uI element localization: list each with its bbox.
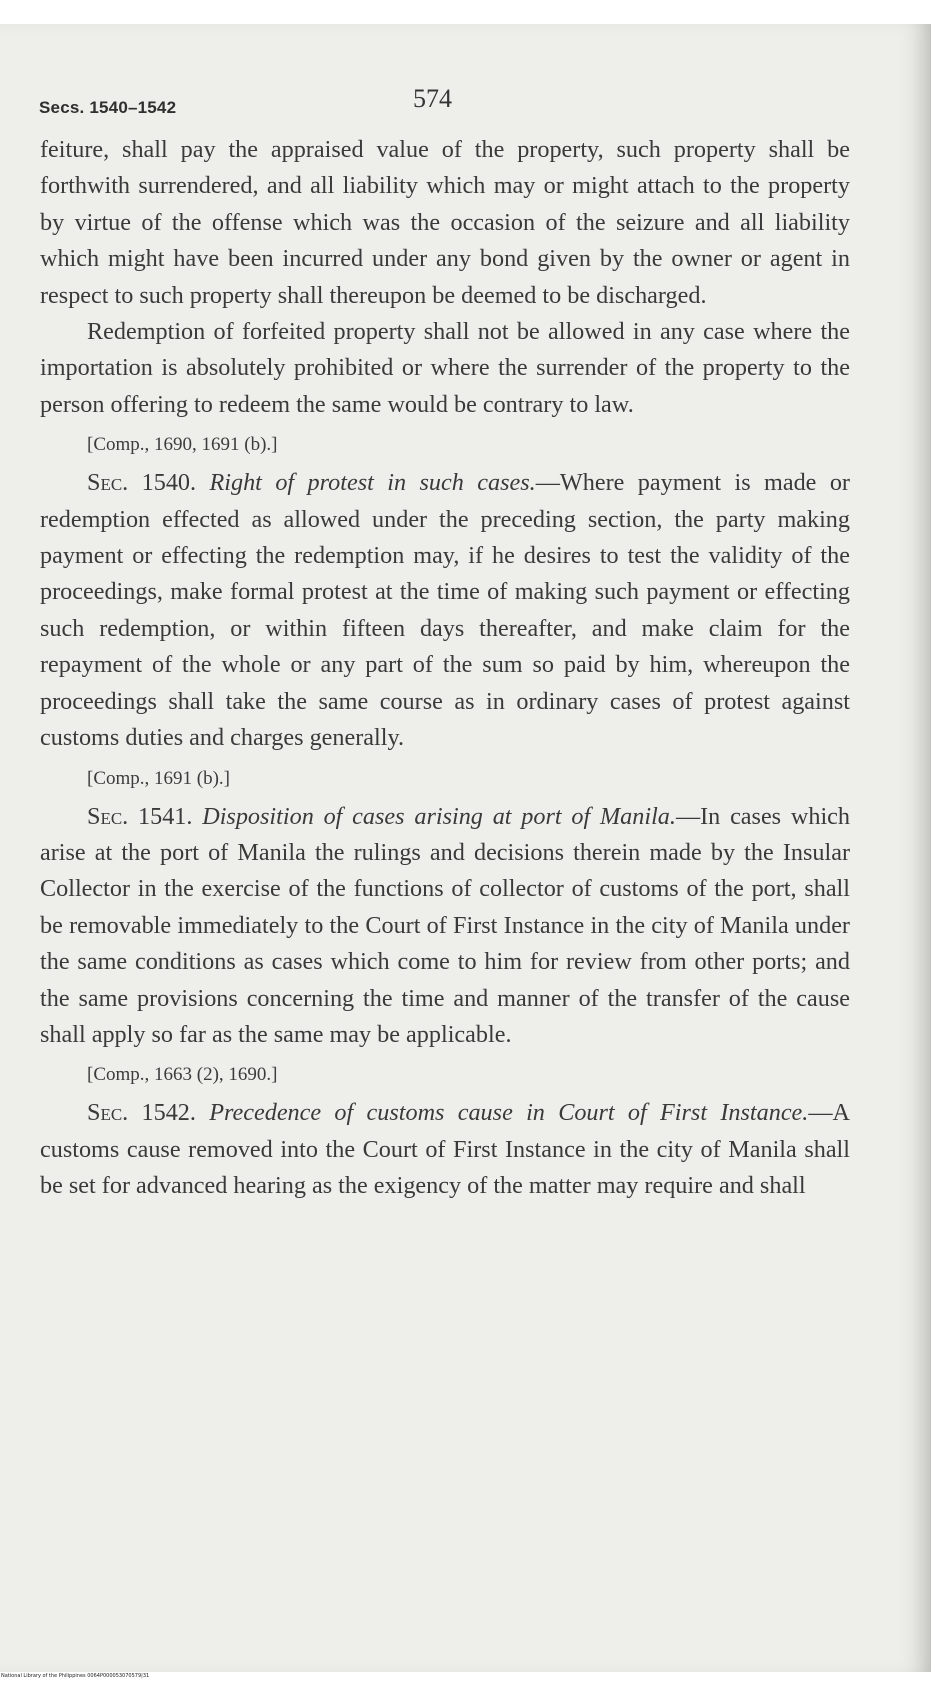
source-citation: [Comp., 1690, 1691 (b).] xyxy=(87,434,278,456)
section-text: —A customs cause removed into the Court of First Instance in the city of Manila shall be set for advanced hearing as the exigency of the matter may require and shall xyxy=(40,1099,850,1200)
section-text: —In cases which arise at the port of Manila the rulings and decisions therein made by the Insular Collector in the exercise of the functions of collector of customs of the port, shall be removable immediately to the Court of First Instance in the city of Manila under the same conditions as cases which come to him for review from other ports; and the same provisions concerning the time and manner of the transfer of the cause shall apply so far as the same may be applicable. xyxy=(40,802,850,1048)
source-citation: [Comp., 1663 (2), 1690.] xyxy=(87,1064,278,1086)
running-header xyxy=(39,84,859,118)
scanned-page xyxy=(0,24,931,1672)
page-text xyxy=(40,132,850,1205)
digitization-stamp: National Library of the Philippines 0064P000053070579|31 xyxy=(1,1673,150,1679)
section-label: Sec. 1541. xyxy=(87,802,193,830)
section-1541 xyxy=(40,799,850,1054)
paragraph-redemption: Redemption of forfeited property shall not be allowed in any case where the importation is absolutely prohibited or where the surrender of the property to the person offering to redeem the same would be contrary to law. xyxy=(40,318,850,418)
page-number: 574 xyxy=(413,84,452,113)
section-title: Precedence of customs cause in Court of First Instance. xyxy=(209,1099,809,1127)
section-title: Disposition of cases arising at port of Manila. xyxy=(202,802,676,830)
section-1542 xyxy=(40,1095,850,1204)
section-1540 xyxy=(40,465,850,756)
section-label: Sec. 1542. xyxy=(87,1099,196,1127)
section-label: Sec. 1540. xyxy=(87,469,197,497)
source-citation: [Comp., 1691 (b).] xyxy=(87,767,231,789)
header-section-range: Secs. 1540–1542 xyxy=(39,98,177,117)
paragraph-continuation: feiture, shall pay the appraised value of the property, such property shall be forthwith surrendered, and all liability which may or might attach to the property by virtue of the offense which was the occasion of the seizure and all liability which might have been incurred under any bond given by the owner or agent in respect to such property shall thereupon be deemed to be discharged. xyxy=(40,136,850,309)
section-title: Right of protest in such cases. xyxy=(209,469,536,497)
section-text: —Where payment is made or redemption effected as allowed under the preceding section, the party making payment or effecting the redemption may, if he desires to test the validity of the proceedings, make formal protest at the time of making such payment or effecting such redemption, or within fifteen days thereafter, and make claim for the repayment of the whole or any part of the sum so paid by him, whereupon the proceedings shall take the same course as in ordinary cases of protest against customs duties and charges generally. xyxy=(40,469,850,752)
